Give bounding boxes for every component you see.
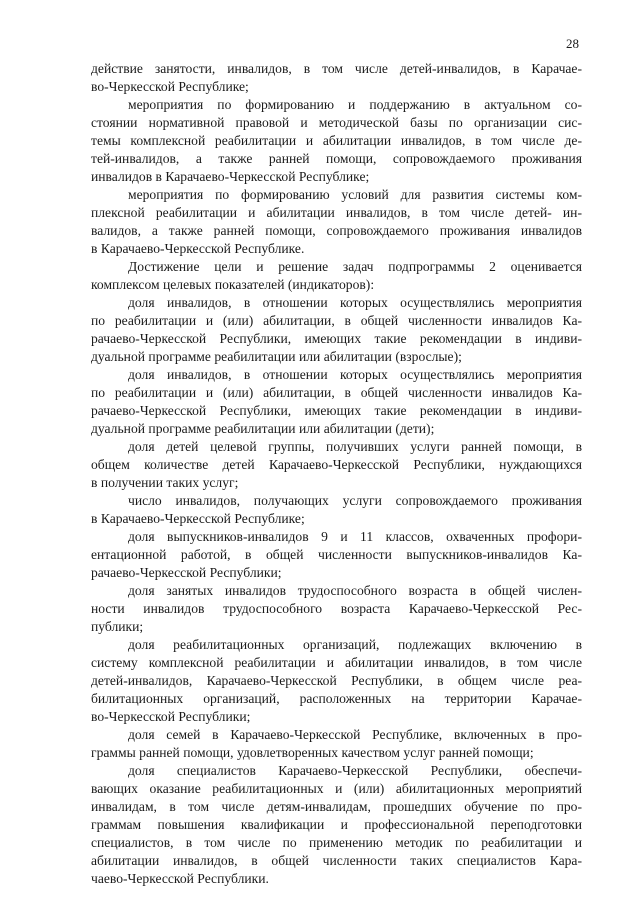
text-line: доля инвалидов, в отношении которых осуществлялись мероприятия <box>128 295 582 310</box>
text-line: доля инвалидов, в отношении которых осуществлялись мероприятия <box>128 367 582 382</box>
text-line: абилитации инвалидов, в общей численности таких специалистов Кара- <box>91 853 582 868</box>
text-line: дуальной программе реабилитации или абилитации (взрослые); <box>91 349 462 364</box>
text-line: по реабилитации и (или) абилитации, в общей численности инвалидов Ка- <box>91 313 582 328</box>
text-line: граммы ранней помощи, удовлетворенных качеством услуг ранней помощи; <box>91 745 534 760</box>
text-line: инвалидам, в том числе детям-инвалидам, прошедших обучение по про- <box>91 799 582 814</box>
text-line: комплексом целевых показателей (индикаторов): <box>91 277 375 292</box>
text-line: вающих оказание реабилитационных и (или) абилитационных мероприятий <box>91 781 582 796</box>
text-line: ентационной работой, в общей численности выпускников-инвалидов Ка- <box>91 547 582 562</box>
text-line: ности инвалидов трудоспособного возраста Карачаево-Черкесской Рес- <box>91 601 582 616</box>
text-line: в Карачаево-Черкесской Республике. <box>91 241 305 256</box>
document-body <box>91 60 582 888</box>
text-line: число инвалидов, получающих услуги сопровождаемого проживания <box>128 493 582 508</box>
text-line: во-Черкесской Республики; <box>91 709 251 724</box>
text-line: доля выпускников-инвалидов 9 и 11 классов, охваченных профори- <box>128 529 582 544</box>
text-line: валидов, а также ранней помощи, сопровождаемого проживания инвалидов <box>91 223 582 238</box>
text-line: по реабилитации и (или) абилитации, в общей численности инвалидов Ка- <box>91 385 582 400</box>
text-line: рачаево-Черкесской Республики; <box>91 565 282 580</box>
text-line: стоянии нормативной правовой и методической базы по организации сис- <box>91 115 582 130</box>
text-line: плексной реабилитации и абилитации инвалидов, в том числе детей- ин- <box>91 205 582 220</box>
text-line: темы комплексной реабилитации и абилитации инвалидов, в том числе де- <box>91 133 582 148</box>
text-line: детей-инвалидов, Карачаево-Черкесской Республики, в общем числе реа- <box>91 673 582 688</box>
text-line: систему комплексной реабилитации и абилитации инвалидов, в том числе <box>91 655 582 670</box>
text-line: чаево-Черкесской Республики. <box>91 871 269 886</box>
text-line: тей-инвалидов, а также ранней помощи, сопровождаемого проживания <box>91 151 582 166</box>
text-line: публики; <box>91 619 144 634</box>
text-line: во-Черкесской Республике; <box>91 79 249 94</box>
text-line: Достижение цели и решение задач подпрограммы 2 оценивается <box>128 259 582 274</box>
text-line: общем количестве детей Карачаево-Черкесской Республики, нуждающихся <box>91 457 582 472</box>
text-line: специалистов, в том числе по применению методик по реабилитации и <box>91 835 582 850</box>
text-line: рачаево-Черкесской Республики, имеющих такие рекомендации в индиви- <box>91 331 582 346</box>
text-line: мероприятия по формированию и поддержанию в актуальном со- <box>128 97 582 112</box>
text-line: граммам повышения квалификации и профессиональной переподготовки <box>91 817 582 832</box>
text-line: инвалидов в Карачаево-Черкесской Республике; <box>91 169 370 184</box>
text-line: в получении таких услуг; <box>91 475 239 490</box>
text-line: доля семей в Карачаево-Черкесской Республике, включенных в про- <box>128 727 582 742</box>
text-line: билитационных организаций, расположенных на территории Карачае- <box>91 691 582 706</box>
text-line: доля реабилитационных организаций, подлежащих включению в <box>128 637 582 652</box>
text-line: мероприятия по формированию условий для развития системы ком- <box>128 187 582 202</box>
page-number: 28 <box>566 36 579 51</box>
text-line: доля специалистов Карачаево-Черкесской Республики, обеспечи- <box>128 763 582 778</box>
text-line: доля детей целевой группы, получивших услуги ранней помощи, в <box>128 439 582 454</box>
text-line: рачаево-Черкесской Республики, имеющих такие рекомендации в индиви- <box>91 403 582 418</box>
text-line: доля занятых инвалидов трудоспособного возраста в общей числен- <box>128 583 582 598</box>
text-line: действие занятости, инвалидов, в том числе детей-инвалидов, в Карачае- <box>91 61 582 76</box>
text-line: дуальной программе реабилитации или абилитации (дети); <box>91 421 435 436</box>
text-line: в Карачаево-Черкесской Республике; <box>91 511 305 526</box>
